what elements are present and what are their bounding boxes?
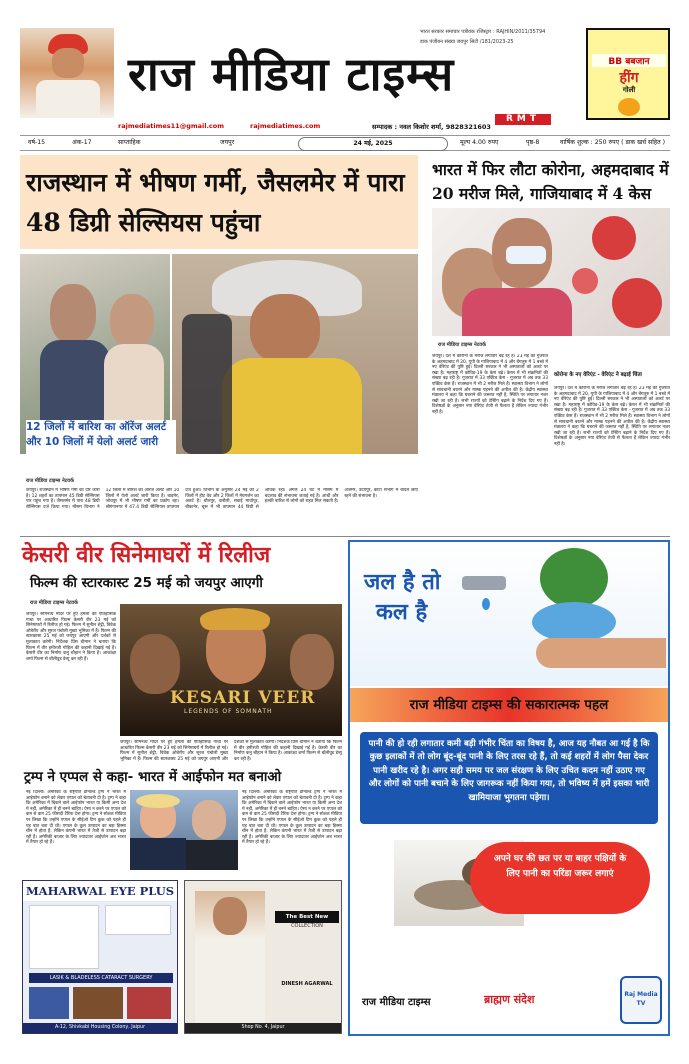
film-byline: राज मीडिया टाइम्स नेटवर्क: [30, 600, 78, 606]
fashion-ad-footer: Shop No. 4, Jaipur: [185, 1023, 341, 1033]
eye-ad-footer: A-12, Shivkabi Housing Colony, Jaipur: [23, 1023, 177, 1033]
fashion-ad-cta: DINESH AGARWAL: [281, 981, 333, 987]
film-headline[interactable]: केसरी वीर सिनेमाघरों में रिलीज: [22, 542, 271, 568]
eye-plus-ad[interactable]: [22, 880, 178, 1034]
film-subhead: फिल्म की स्टारकास्ट 25 मई को जयपुर आएगी: [30, 575, 263, 591]
editor-line: सम्पादक : नवल किशोर शर्मा, 9828321603: [372, 123, 491, 131]
weather-alert-text: 12 जिलों में बारिश का ऑरेंज अलर्ट और 10 जिलों में येलो अलर्ट जारी: [26, 421, 167, 448]
issue-date: 24 मई, 2025: [298, 137, 448, 151]
lead-headline-box: [20, 155, 418, 249]
fashion-ad-sub: COLLECTION: [291, 923, 323, 929]
email-link[interactable]: rajmediatimes11@gmail.com: [118, 122, 225, 130]
trump-body-left: नई दिल्ली। अमेरिका के राष्ट्रपति डोनाल्ड ट्रम्प ने भारत में आईफोन बनाने को लेकर एप्पल को चेतावनी दी है। ट्रम्प ने कहा कि अमेरिका में बिकने वाले आईफोन भारत या किसी अन्य देश में नहीं, अमेरिका में ही बनने चाहिए। ऐसा न करने पर एप्पल को कम से कम 25 फीसदी टैरिफ देना होगा। ट्रम्प ने सोशल मीडिया पर लिखा कि उन्होंने एप्पल के सीईओ टिम कुक को पहले ही यह बात बता दी थी। एप्पल के कुल उत्पादन का बड़ा हिस्सा चीन में होता है, लेकिन कंपनी भारत में तेजी से उत्पादन बढ़ा रही है। अमेरिकी बाजार के लिए ज्यादातर आईफोन अब भारत में तैयार हो रहे हैं।: [26, 790, 126, 846]
fashion-ad-label: The Best New: [275, 911, 339, 923]
water-ad-banner: [350, 688, 668, 722]
film-body-bottom: जयपुर। सोमनाथ मंदिर पर हुए हमलों की ऐतिहासिक गाथा पर आधारित फिल्म केसरी वीर 23 मई को सिनेमाघरों में रिलीज हो गई। फिल्म में सुनील शेट्टी, विवेक ओबेरॉय और सूरज पंचोली मुख्य भूमिका में हैं। फिल्म की स्टारकास्ट 25 मई को जयपुर आएगी और दर्शकों से मुलाकात करेगी। निर्देशक प्रिंस धीमान ने बताया कि फिल्म में वीर हमीरजी गोहिल की कहानी दिखाई गई है। केसरी वीर का निर्माण कनु चौहान ने किया है। आकांक्षा शर्मा फिल्म से बॉलीवुड डेब्यू कर रही हैं।: [120, 740, 342, 762]
trump-body-right: नई दिल्ली। अमेरिका के राष्ट्रपति डोनाल्ड ट्रम्प ने भारत में आईफोन बनाने को लेकर एप्पल को चेतावनी दी है। ट्रम्प ने कहा कि अमेरिका में बिकने वाले आईफोन भारत या किसी अन्य देश में नहीं, अमेरिका में ही बनने चाहिए। ऐसा न करने पर एप्पल को कम से कम 25 फीसदी टैरिफ देना होगा। ट्रम्प ने सोशल मीडिया पर लिखा कि उन्होंने एप्पल के सीईओ टिम कुक को पहले ही यह बात बता दी थी। एप्पल के कुल उत्पादन का बड़ा हिस्सा चीन में होता है, लेकिन कंपनी भारत में तेजी से उत्पादन बढ़ा रही है। अमेरिकी बाजार के लिए ज्यादातर आईफोन अब भारत में तैयार हो रहे हैं।: [242, 790, 342, 846]
frequency: साप्ताहिक: [118, 139, 141, 146]
city: जयपुर: [220, 139, 235, 146]
info-bar: [20, 135, 670, 151]
water-drop-icon: [482, 598, 490, 610]
trump-headline[interactable]: ट्रम्प ने एप्पल से कहा- भारत में आईफोन मत बनाओ: [24, 769, 282, 785]
hing-ad-sub: गोली: [622, 86, 636, 94]
corona-byline: राज मीडिया टाइम्स नेटवर्क: [438, 342, 486, 348]
price: मूल्य 4.00 रुपए: [460, 139, 499, 146]
water-ad-headline-2: कल है: [376, 599, 428, 625]
film-body-left: जयपुर। सोमनाथ मंदिर पर हुए हमलों की ऐतिहासिक गाथा पर आधारित फिल्म केसरी वीर 23 मई को सिनेमाघरों में रिलीज हो गई। फिल्म में सुनील शेट्टी, विवेक ओबेरॉय और सूरज पंचोली मुख्य भूमिका में हैं। फिल्म की स्टारकास्ट 25 मई को जयपुर आएगी और दर्शकों से मुलाकात करेगी। निर्देशक प्रिंस धीमान ने बताया कि फिल्म में वीर हमीरजी गोहिल की कहानी दिखाई गई है। केसरी वीर का निर्माण कनु चौहान ने किया है। आकांक्षा शर्मा फिल्म से बॉलीवुड डेब्यू कर रही हैं।: [26, 612, 116, 662]
hing-ad[interactable]: [586, 28, 670, 120]
eye-ad-tag: LASIK & BLADELESS CATARACT SURGERY: [29, 973, 173, 983]
weather-alert-callout: [26, 420, 176, 468]
newspaper-title: राज मीडिया टाइम्स: [128, 47, 455, 101]
water-ad-message: पानी की हो रही लगातार कमी बड़ी गंभीर चिंता का विषय है, आज यह नौबत आ गई है कि कुछ इलाकों में तो लोग बूंद-बूंद पानी के लिए तरस रहे हैं, तो कई शहरों में लोग पैसा देकर पानी खरीद रहे है। अगर सही समय पर जल संरक्षण के लिए उचित कदम नहीं उठाए गए और लोगों को पानी बचाने के लिए जागरूक नहीं किया गया, तो भविष्य में हमें इसका भारी खामियाजा भुगतना पड़ेगा।: [368, 739, 650, 803]
hing-ad-brand: BB बबजान: [592, 54, 666, 67]
registration-line-1: भारत सरकार समाचार पत्रीयक रजिस्ट्रार : RAJHIN/2011/35794: [420, 29, 546, 35]
issue: अंक-17: [72, 139, 92, 146]
water-ad-message-box: [360, 732, 658, 824]
water-tap-icon: [462, 576, 506, 590]
tree-globe-icon: [540, 548, 608, 608]
website-link[interactable]: rajmediatimes.com: [250, 122, 321, 130]
fashion-ad[interactable]: [184, 880, 342, 1034]
masthead: [0, 0, 689, 131]
water-ad-headline-1: जल है तो: [364, 569, 441, 595]
corona-subhead: कोरोना के नए वेरिएंट - वेरिएंट ने बढ़ाई चिंता: [554, 372, 642, 378]
lead-body: जयपुर। राजस्थान में भीषण गर्मी का दौर जारी है। 12 शहरों का तापमान 45 डिग्री सेल्सियस पार पहुंच गया है। जैसलमेर में पारा 48 डिग्री सेल्सियस दर्ज किया गया। मौसम विभाग ने 12 जिलों में बारिश का ऑरेंज अलर्ट और 10 जिलों में येलो अलर्ट जारी किया है। बाड़मेर, जोधपुर में भी भीषण गर्मी का प्रकोप रहा। श्रीगंगानगर में 47.4 डिग्री सेल्सियस तापमान दर्ज हुआ। विभाग के अनुसार 24 मई को 2 जिलों में हीट वेव और 2 जिलों में मेघगर्जन का अलर्ट है। धौलपुर, करौली, सवाई माधोपुर, बीकानेर, चूरू में भी तापमान 44 डिग्री से अधिक रहा। अगले 24 घंटे में मौसम में बदलाव की संभावना जताई गई है। आंधी और हल्की बारिश से लोगों को राहत मिल सकती है। अजमेर, उदयपुर, कोटा संभाग में बादल छाए रहने की संभावना है।: [26, 488, 418, 510]
film-poster: [120, 604, 342, 736]
corona-body-left: जयपुर। देश में कोरोना के मरीज लगातार बढ़ रहे हैं। 23 मई को गुजरात के अहमदाबाद में 20, यूपी के गाजियाबाद में 4 और बेंगलुरु में 1 बच्चे में नए वेरिएंट की पुष्टि हुई। दिल्ली सरकार ने भी अस्पतालों को अलर्ट पर रखा है। महाराष्ट्र में कोविड-19 के केस बढ़े। केरल में भी संक्रमितों की संख्या बढ़ रही है। गुजरात में 33 एक्टिव केस - गुजरात में अब तक 33 एक्टिव केस हैं। राजस्थान में भी 2 मरीज मिले हैं। स्वास्थ्य विभाग ने लोगों से सावधानी बरतने और मास्क पहनने की अपील की है। केंद्रीय स्वास्थ्य मंत्रालय ने कहा कि घबराने की जरूरत नहीं है, स्थिति पर लगातार नजर रखी जा रही है। सभी राज्यों को टेस्टिंग बढ़ाने के निर्देश दिए गए हैं। विशेषज्ञों के अनुसार नया वेरिएंट तेजी से फैलता है लेकिन ज्यादा गंभीर नहीं है।: [432, 354, 548, 415]
eye-ad-title: MAHARWAL EYE PLUS: [23, 881, 177, 901]
annual-fee: वार्षिक शुल्क : 250 रुपए ( डाक खर्च सहित ): [560, 139, 666, 146]
hand-icon: [536, 638, 666, 668]
water-ad-brand-1: राज मीडिया टाइम्स: [362, 997, 431, 1008]
section-divider: [20, 536, 670, 537]
bird-appeal-box: [470, 842, 650, 914]
page-count: पृष्ठ-8: [526, 139, 540, 146]
poster-tagline: LEGENDS OF SOMNATH: [184, 708, 273, 715]
corona-headline[interactable]: भारत में फिर लौटा कोरोना, अहमदाबाद में 20 मरीज मिले, गाजियाबाद में 4 केस: [432, 160, 669, 203]
water-conservation-ad: [348, 540, 670, 1036]
tv-logo-text: Raj Media TV: [624, 991, 658, 1007]
heat-photo-right: [172, 254, 418, 454]
water-ad-top: [350, 542, 668, 686]
poster-title: KESARI VEER: [170, 688, 316, 708]
corona-body-right: जयपुर। देश में कोरोना के मरीज लगातार बढ़ रहे हैं। 23 मई को गुजरात के अहमदाबाद में 20, यूपी के गाजियाबाद में 4 और बेंगलुरु में 1 बच्चे में नए वेरिएंट की पुष्टि हुई। दिल्ली सरकार ने भी अस्पतालों को अलर्ट पर रखा है। महाराष्ट्र में कोविड-19 के केस बढ़े। केरल में भी संक्रमितों की संख्या बढ़ रही है। गुजरात में 33 एक्टिव केस - गुजरात में अब तक 33 एक्टिव केस हैं। राजस्थान में भी 2 मरीज मिले हैं। स्वास्थ्य विभाग ने लोगों से सावधानी बरतने और मास्क पहनने की अपील की है। केंद्रीय स्वास्थ्य मंत्रालय ने कहा कि घबराने की जरूरत नहीं है, स्थिति पर लगातार नजर रखी जा रही है। सभी राज्यों को टेस्टिंग बढ़ाने के निर्देश दिए गए हैं। विशेषज्ञों के अनुसार नया वेरिएंट तेजी से फैलता है लेकिन ज्यादा गंभीर नहीं है।: [554, 386, 670, 447]
water-ad-brand-2: ब्राह्मण संदेश: [484, 993, 535, 1006]
year: वर्ष-15: [28, 139, 46, 146]
lead-headline[interactable]: राजस्थान में भीषण गर्मी, जैसलमेर में पारा 48 डिग्री सेल्सियस पहुंचा: [26, 168, 405, 237]
hing-ad-product: हींग: [619, 70, 639, 86]
trump-photo: [130, 790, 238, 870]
raj-media-tv-logo: [620, 976, 662, 1024]
bird-appeal-text: अपने घर की छत पर या बाहर पक्षियों के लिए पानी का परिंडा जरूर लगाएं: [493, 854, 627, 879]
pm-photo: [20, 28, 114, 118]
corona-photo: [432, 208, 670, 336]
lead-byline: राज मीडिया टाइम्स नेटवर्क: [26, 478, 74, 484]
rmt-logo: RMT: [495, 114, 551, 125]
registration-line-2: डाक पंजीयन संख्या जयपुर सिटी /181/2023-25: [420, 39, 514, 45]
water-ad-banner-text: राज मीडिया टाइम्स की सकारात्मक पहल: [409, 697, 609, 713]
